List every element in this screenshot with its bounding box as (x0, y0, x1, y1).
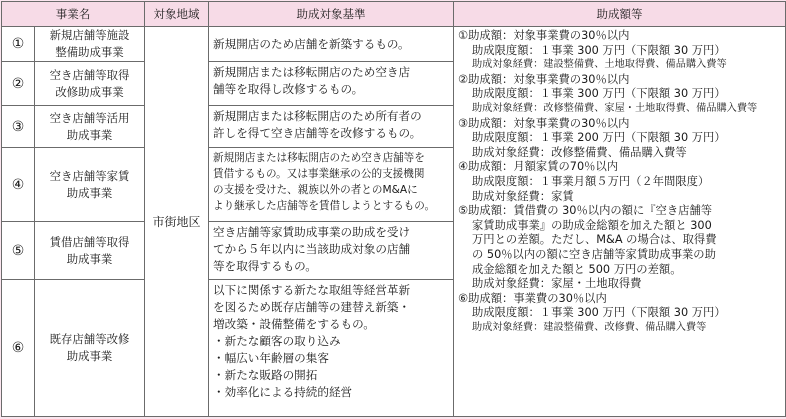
amount-line: ③助成額：対象事業費の30％以内 (458, 116, 630, 130)
amount-line: 助成対象経費：家賃 (472, 189, 574, 203)
amount-line: 助成限度額：１事業 200 万円（下限額 30 万円） (472, 131, 726, 145)
criteria-text: 新規開店または移転開店のため空き店舗等を 賃借するもの。又は事業継承の公的支援機関 の支援を受けた、親族以外の者とのM&Aに より継承した店舗等を賃借しようとするもの。 (209, 148, 454, 222)
amount-line: 助成限度額：１事業 300 万円（下限額 30 万円） (472, 87, 726, 101)
amount-line: 助成限度額：１事業 300 万円（下限額 30 万円） (472, 43, 726, 57)
amount-line: 助成限度額：１事業月額５万円（２年間限度） (472, 174, 710, 188)
target-area: 市街地区 (145, 27, 209, 417)
amount-line: 助成対象経費：建設整備費、改修費、備品購入費等 (472, 321, 707, 333)
project-name: 空き店舗等家賃 助成事業 (35, 148, 145, 222)
row-number: ⑥ (2, 280, 35, 417)
criteria-text: 新規開店または移転開店のため空き店 舗等を取得し改修するもの。 (209, 62, 454, 106)
header-row (2, 2, 786, 27)
project-name: 新規店舗等施設 整備助成事業 (35, 27, 145, 62)
header-amount: 助成額等 (454, 2, 786, 27)
project-name: 空き店舗等活用 助成事業 (35, 106, 145, 148)
project-name: 既存店舗等改修 助成事業 (35, 280, 145, 417)
amount-line: ④助成額：月額家賃の70％以内 (458, 160, 619, 174)
amount-line: 助成対象経費：改修整備費、備品購入費等 (472, 145, 687, 159)
amount-line: ①助成額：対象事業費の30％以内 (458, 29, 630, 42)
row-number: ① (2, 27, 35, 62)
header-criteria: 助成対象基準 (209, 2, 454, 27)
criteria-text: 以下に関係する新たな取組等経営革新 を図るため既存店舗等の建替え新築・ 増改築・設備整備をするもの。 ・新たな顧客の取り込み ・幅広い年齢層の集客 ・新たな販路の開拓 ・効率化による持続的経営 (209, 280, 454, 417)
criteria-text: 空き店舗等家賃助成事業の助成を受け てから５年以内に当該助成対象の店舗 等を取得するもの。 (209, 222, 454, 280)
amount-line: ②助成額：対象事業費の30％以内 (458, 72, 630, 86)
row-number: ④ (2, 148, 35, 222)
amount-cell (454, 27, 786, 417)
amount-line: ⑤助成額：賃借費の 30％以内の額に『空き店舗等 (458, 204, 713, 218)
row-number: ② (2, 62, 35, 106)
criteria-text: 新規開店のため店舗を新築するもの。 (209, 27, 454, 62)
row-number: ③ (2, 106, 35, 148)
project-name: 空き店舗等取得 改修助成事業 (35, 62, 145, 106)
amount-line: の 50％以内の額に空き店舗等家賃助成事業の助 (472, 247, 716, 261)
header-target-area: 対象地域 (145, 2, 209, 27)
amount-line: 家賃助成事業』の助成金総額を加えた額と 300 (472, 218, 712, 232)
amount-line: 成金総額を加えた額と 500 万円の差額。 (472, 262, 682, 276)
header-project-name: 事業名 (2, 2, 145, 27)
project-name: 賃借店舗等取得 助成事業 (35, 222, 145, 280)
amount-line: 助成対象経費：家屋・土地取得費 (472, 277, 642, 291)
amount-line: 助成対象経費：改修整備費、家屋・土地取得費、備品購入費等 (472, 102, 758, 114)
amount-line: 万円との差額。ただし、M&A の場合は、取得費 (472, 233, 717, 247)
amount-line: 助成限度額：１事業 300 万円（下限額 30 万円） (472, 306, 726, 320)
amount-line: 助成対象経費：建設整備費、土地取得費、備品購入費等 (472, 59, 727, 71)
criteria-text: 新規開店または移転開店のため所有者の 許しを得て空き店舗等を改修するもの。 (209, 106, 454, 148)
amount-line: ⑥助成額：事業費の30％以内 (458, 291, 607, 305)
subsidy-table (1, 1, 786, 417)
row-number: ⑤ (2, 222, 35, 280)
table-row (2, 27, 786, 62)
